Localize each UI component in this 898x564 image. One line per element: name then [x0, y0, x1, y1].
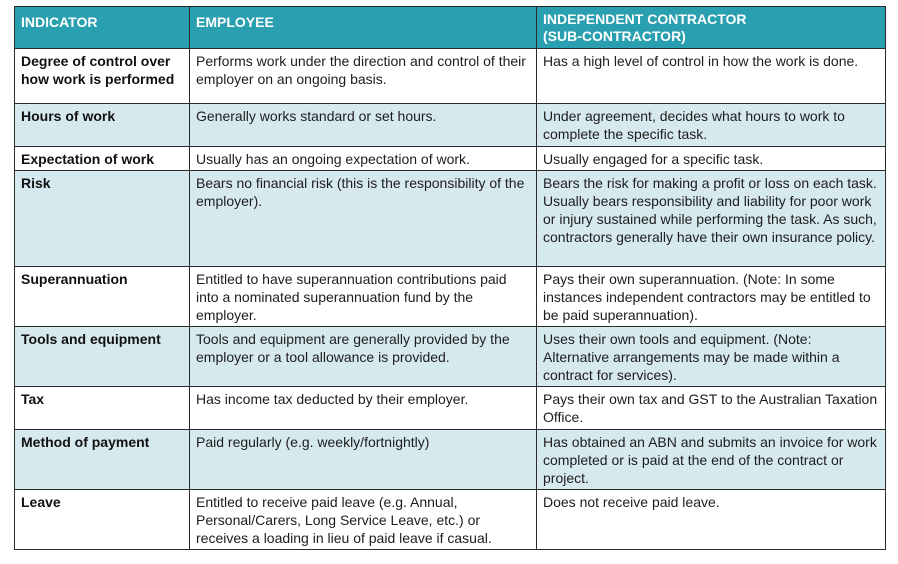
header-contractor: [537, 7, 886, 49]
contractor-cell: Pays their own superannuation. (Note: In some instances independent contractors may be entitled to be paid superannuation).: [537, 267, 886, 327]
table-header-row: [15, 7, 886, 49]
indicator-cell: Method of payment: [15, 430, 190, 490]
header-indicator: INDICATOR: [15, 7, 190, 49]
table-row: [15, 147, 886, 171]
contractor-cell: Has obtained an ABN and submits an invoice for work completed or is paid at the end of the contract or project.: [537, 430, 886, 490]
employee-cell: Entitled to receive paid leave (e.g. Annual, Personal/Carers, Long Service Leave, etc.) or receives a loading in lieu of paid leave if casual.: [190, 490, 537, 550]
contractor-cell: Under agreement, decides what hours to work to complete the specific task.: [537, 104, 886, 147]
table-row: [15, 387, 886, 430]
indicator-cell: Tools and equipment: [15, 327, 190, 387]
indicator-cell: Hours of work: [15, 104, 190, 147]
employee-cell: Entitled to have superannuation contributions paid into a nominated superannuation fund by the employer.: [190, 267, 537, 327]
indicator-cell: Leave: [15, 490, 190, 550]
table-row: [15, 104, 886, 147]
contractor-cell: Uses their own tools and equipment. (Note: Alternative arrangements may be made within a contract for services).: [537, 327, 886, 387]
table-row: [15, 49, 886, 104]
contractor-cell: Bears the risk for making a profit or loss on each task. Usually bears responsibility and liability for poor work or injury sustained while performing the task. As such, contractors generally have their own insurance policy.: [537, 171, 886, 267]
indicator-cell: Expectation of work: [15, 147, 190, 171]
employee-cell: Paid regularly (e.g. weekly/fortnightly): [190, 430, 537, 490]
header-employee: EMPLOYEE: [190, 7, 537, 49]
employee-vs-contractor-table: [14, 6, 886, 550]
indicator-cell: Tax: [15, 387, 190, 430]
header-contractor-line2: (SUB-CONTRACTOR): [543, 28, 686, 44]
employee-cell: Bears no financial risk (this is the responsibility of the employer).: [190, 171, 537, 267]
contractor-cell: Does not receive paid leave.: [537, 490, 886, 550]
contractor-cell: Usually engaged for a specific task.: [537, 147, 886, 171]
employee-cell: Performs work under the direction and control of their employer on an ongoing basis.: [190, 49, 537, 104]
header-contractor-line1: INDEPENDENT CONTRACTOR: [543, 11, 747, 27]
table-row: [15, 430, 886, 490]
indicator-cell: Risk: [15, 171, 190, 267]
table-row: [15, 171, 886, 267]
table-row: [15, 490, 886, 550]
indicator-cell: Degree of control over how work is performed: [15, 49, 190, 104]
table-row: [15, 267, 886, 327]
contractor-cell: Pays their own tax and GST to the Australian Taxation Office.: [537, 387, 886, 430]
employee-cell: Tools and equipment are generally provided by the employer or a tool allowance is provided.: [190, 327, 537, 387]
employee-cell: Has income tax deducted by their employer.: [190, 387, 537, 430]
employee-cell: Usually has an ongoing expectation of work.: [190, 147, 537, 171]
indicator-cell: Superannuation: [15, 267, 190, 327]
employee-cell: Generally works standard or set hours.: [190, 104, 537, 147]
table-row: [15, 327, 886, 387]
contractor-cell: Has a high level of control in how the work is done.: [537, 49, 886, 104]
